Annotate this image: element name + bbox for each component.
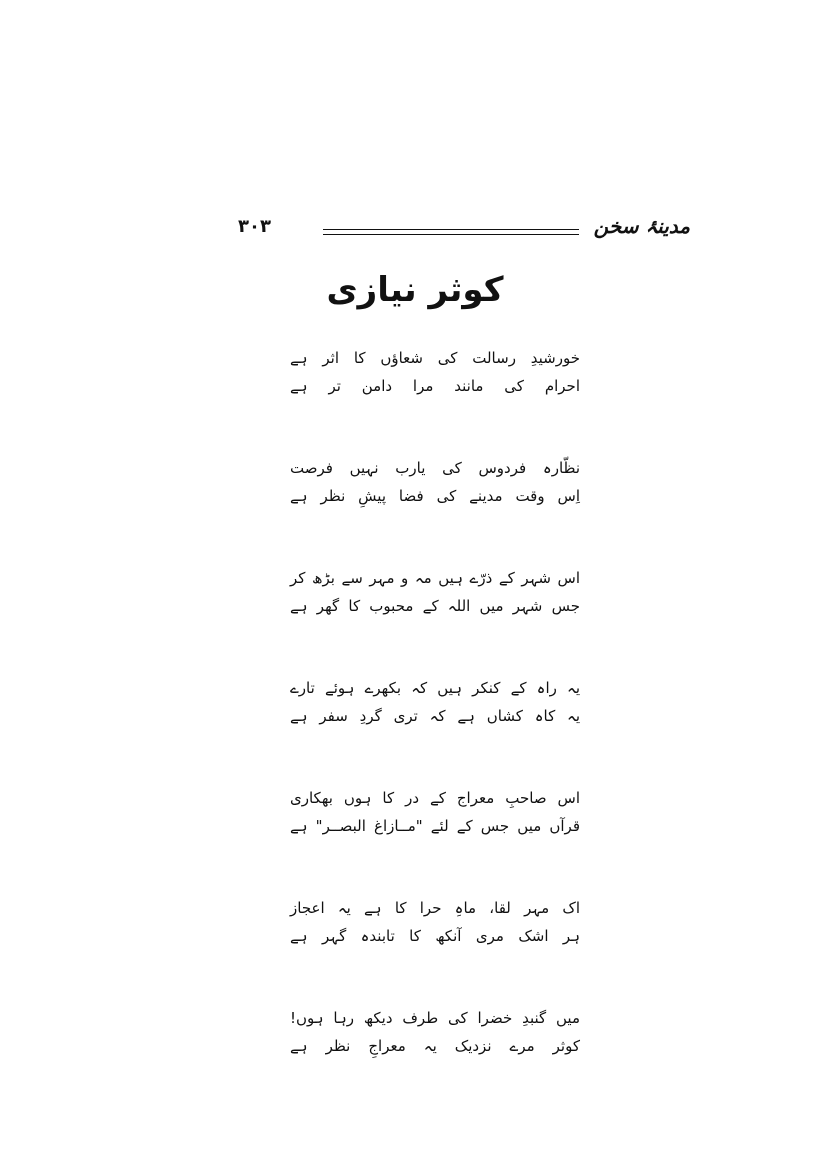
misra-second: کوثر مرے نزدیک یہ معراجِ نظر ہے	[290, 1037, 580, 1055]
header-rule-top	[323, 229, 579, 230]
couplet	[290, 1004, 580, 1114]
couplet	[290, 454, 580, 564]
poem	[290, 344, 580, 1114]
misra-first: خورشیدِ رسالت کی شعاؤں کا اثر ہے	[290, 349, 580, 367]
couplet	[290, 344, 580, 454]
misra-second: ہر اشک مری آنکھ کا تابندہ گہر ہے	[290, 927, 580, 945]
misra-second: جس شہر میں اللہ کے محبوب کا گھر ہے	[290, 597, 580, 615]
misra-first: نظّارہ فردوس کی یارب نہیں فرصت	[290, 459, 580, 477]
book-title: مدینۂ سخن	[593, 214, 690, 238]
couplet	[290, 564, 580, 674]
misra-second: یہ کاہ کشاں ہے کہ تری گردِ سفر ہے	[290, 707, 580, 725]
misra-second: اِس وقت مدینے کی فضا پیشِ نظر ہے	[290, 487, 580, 505]
misra-first: اک مہر لقا، ماہِ حرا کا ہے یہ اعجاز	[290, 899, 580, 917]
couplet	[290, 894, 580, 1004]
misra-first: اس شہر کے ذرّے ہیں مہ و مہر سے بڑھ کر	[290, 569, 580, 587]
couplet	[290, 674, 580, 784]
misra-second: قرآں میں جس کے لئے "مــازاغ البصــر" ہے	[290, 817, 580, 835]
header-rule-bottom	[323, 234, 579, 235]
misra-second: احرام کی مانند مرا دامن تر ہے	[290, 377, 580, 395]
misra-first: اس صاحبِ معراج کے در کا ہوں بھکاری	[290, 789, 580, 807]
misra-first: یہ راہ کے کنکر ہیں کہ بکھرے ہوئے تارے	[290, 679, 580, 697]
misra-first: میں گنبدِ خضرا کی طرف دیکھ رہا ہوں!	[290, 1009, 580, 1027]
poet-name: کوثر نیازی	[326, 270, 504, 310]
page-number: ۳۰۳	[238, 216, 271, 237]
couplet	[290, 784, 580, 894]
